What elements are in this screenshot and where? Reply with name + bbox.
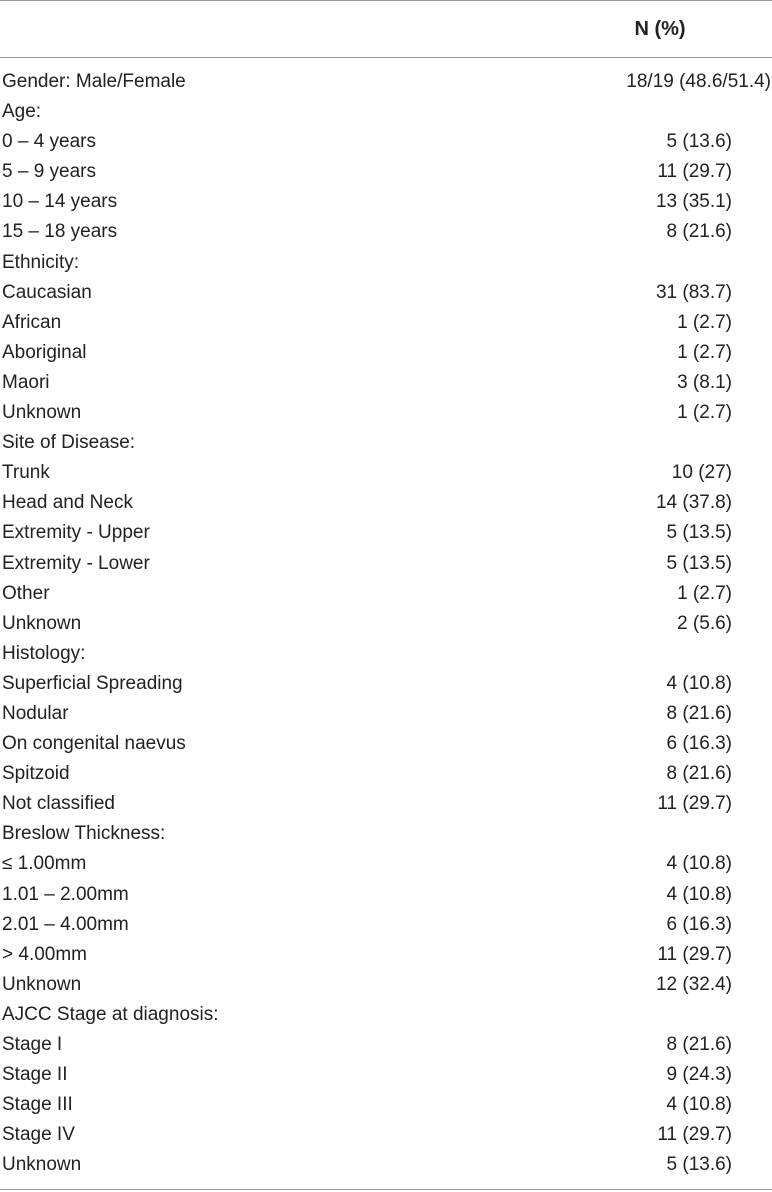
row-label: ≤ 1.00mm: [2, 853, 87, 875]
table-row: [0, 338, 772, 368]
row-value: 9 (24.3): [666, 1064, 732, 1086]
row-label: Stage I: [2, 1034, 63, 1055]
row-label: Trunk: [2, 462, 50, 484]
row-value: 10 (27): [671, 462, 732, 484]
table-row: [0, 217, 772, 247]
row-value: 8 (21.6): [666, 1034, 732, 1055]
row-label: 2.01 – 4.00mm: [2, 913, 129, 935]
row-value: 3 (8.1): [677, 371, 732, 393]
row-value: 8 (21.6): [666, 702, 732, 724]
table-row: [0, 609, 772, 639]
table-row: [0, 1150, 772, 1180]
row-value: 2 (5.6): [677, 612, 732, 634]
table-row: [0, 398, 772, 428]
table-row: [0, 488, 772, 518]
row-value: 31 (83.7): [655, 281, 732, 303]
row-label: Superficial Spreading: [2, 672, 183, 694]
row-value: 11 (29.7): [657, 793, 732, 815]
row-label: Age:: [2, 101, 42, 123]
table-row: [0, 308, 772, 338]
table-row: [0, 187, 772, 217]
table-row: [0, 549, 772, 579]
row-value: 5 (13.5): [666, 522, 732, 544]
row-value: 8 (21.6): [666, 763, 732, 785]
table-row: [0, 1090, 772, 1120]
row-label: > 4.00mm: [2, 943, 88, 965]
row-value: 8 (21.6): [666, 221, 732, 243]
row-label: Head and Neck: [2, 492, 133, 514]
row-label: Maori: [2, 371, 50, 393]
column-header-n-percent: N (%): [634, 18, 686, 40]
row-label: Stage III: [2, 1094, 73, 1116]
table-row: [0, 940, 772, 970]
row-value: 1 (2.7): [677, 311, 732, 333]
row-label: 1.01 – 2.00mm: [2, 883, 129, 905]
table-row: [0, 819, 772, 849]
row-label: Stage II: [2, 1064, 68, 1086]
row-value: 4 (10.8): [666, 883, 732, 905]
row-label: Extremity - Upper: [2, 522, 150, 544]
row-value: 12 (32.4): [655, 973, 732, 995]
row-value: 6 (16.3): [666, 913, 732, 935]
table-row: [0, 579, 772, 609]
table-row: [0, 729, 772, 759]
row-label: Site of Disease:: [2, 432, 136, 454]
row-value: 5 (13.6): [666, 131, 732, 153]
header-divider-rule: [0, 57, 772, 58]
row-label: Breslow Thickness:: [2, 823, 166, 845]
row-label: On congenital naevus: [2, 733, 186, 755]
table-row: [0, 1000, 772, 1030]
row-value: 5 (13.6): [666, 1154, 732, 1176]
table-top-rule: [0, 0, 772, 1]
table-row: [0, 1060, 772, 1090]
table-row: [0, 458, 772, 488]
table-row: [0, 67, 772, 97]
row-value: 4 (10.8): [666, 672, 732, 694]
table-bottom-rule: [0, 1189, 772, 1190]
row-value: 11 (29.7): [657, 943, 732, 965]
row-label: Aboriginal: [2, 341, 87, 363]
row-value: 1 (2.7): [677, 341, 732, 363]
row-value: 4 (10.8): [666, 853, 732, 875]
table-row: [0, 248, 772, 278]
row-label: 5 – 9 years: [2, 161, 96, 183]
table-body: [0, 67, 772, 1180]
table-row: [0, 759, 772, 789]
row-value: 5 (13.5): [666, 552, 732, 574]
row-label: Spitzoid: [2, 763, 70, 785]
table-row: [0, 849, 772, 879]
row-value: 18/19 (48.6/51.4): [626, 71, 771, 92]
row-label: Unknown: [2, 973, 82, 995]
table-row: [0, 699, 772, 729]
row-label: Caucasian: [2, 281, 92, 303]
table-row: [0, 1120, 772, 1150]
row-value: 1 (2.7): [677, 402, 732, 424]
row-label: 15 – 18 years: [2, 221, 118, 243]
row-value: 4 (10.8): [666, 1094, 732, 1116]
row-value: 14 (37.8): [655, 492, 732, 514]
row-label: Unknown: [2, 612, 82, 634]
table-row: [0, 428, 772, 458]
table-row: [0, 639, 772, 669]
table-row: [0, 157, 772, 187]
table-row: [0, 1030, 772, 1060]
row-value: 11 (29.7): [657, 1124, 732, 1146]
table-row: [0, 669, 772, 699]
row-label: 0 – 4 years: [2, 131, 96, 153]
table-row: [0, 970, 772, 1000]
table-row: [0, 910, 772, 940]
row-value: 11 (29.7): [657, 161, 732, 183]
row-label: Other: [2, 582, 50, 604]
row-label: Histology:: [2, 642, 86, 664]
row-value: 1 (2.7): [677, 582, 732, 604]
row-value: 6 (16.3): [666, 733, 732, 755]
table-row: [0, 789, 772, 819]
row-label: Not classified: [2, 793, 115, 815]
row-label: Ethnicity:: [2, 251, 80, 273]
table-row: [0, 278, 772, 308]
table-row: [0, 97, 772, 127]
row-label: 10 – 14 years: [2, 191, 118, 213]
table-row: [0, 518, 772, 548]
row-label: Unknown: [2, 402, 82, 424]
row-label: Gender: Male/Female: [2, 71, 186, 92]
table-row: [0, 368, 772, 398]
table-row: [0, 880, 772, 910]
row-value: 13 (35.1): [655, 191, 732, 213]
row-label: Nodular: [2, 702, 69, 724]
row-label: African: [2, 311, 62, 333]
row-label: Unknown: [2, 1154, 82, 1176]
row-label: AJCC Stage at diagnosis:: [2, 1003, 219, 1025]
row-label: Stage IV: [2, 1124, 75, 1146]
row-label: Extremity - Lower: [2, 552, 150, 574]
table-row: [0, 127, 772, 157]
